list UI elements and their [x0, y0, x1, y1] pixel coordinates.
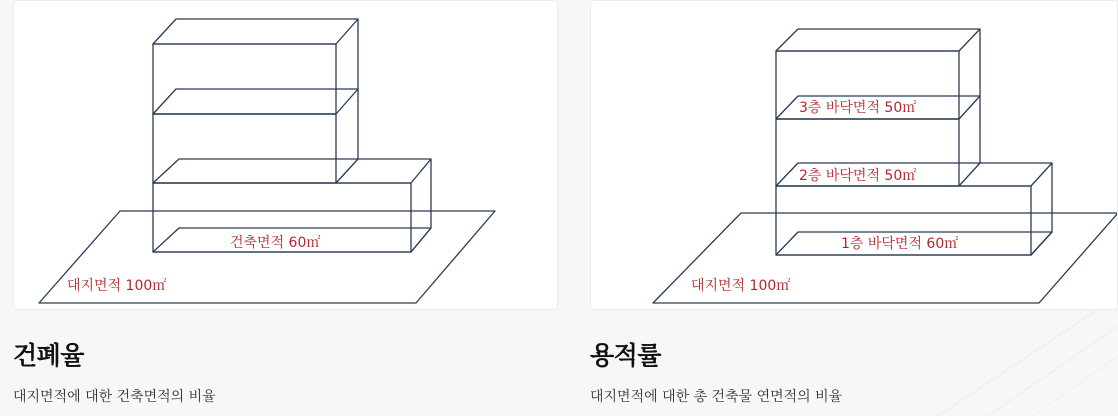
upper-block-front — [153, 44, 336, 114]
middle-block-top — [153, 89, 358, 114]
site-area-label: 대지면적 100㎡ — [691, 278, 791, 294]
building-coverage-svg — [14, 1, 558, 310]
floor-area-ratio-description: 대지면적에 대한 총 건축물 연면적의 비율 — [590, 389, 843, 405]
floor2-label: 2층 바닥면적 50㎡ — [799, 168, 917, 184]
floor-area-ratio-card — [590, 0, 1118, 405]
site-area-label: 대지면적 100㎡ — [67, 278, 167, 294]
upper-block-top — [776, 29, 980, 51]
floor-area-ratio-svg — [591, 1, 1118, 310]
building-coverage-description: 대지면적에 대한 건축면적의 비율 — [13, 389, 216, 405]
building-coverage-title: 건폐율 — [13, 341, 84, 370]
floor-area-ratio-diagram — [590, 0, 1118, 310]
building-coverage-card — [0, 0, 560, 405]
middle-block-front — [153, 114, 336, 183]
floor1-label: 1층 바닥면적 60㎡ — [841, 236, 959, 252]
building-coverage-diagram — [13, 0, 558, 310]
building-area-label: 건축면적 60㎡ — [230, 235, 321, 251]
floor3-label: 3층 바닥면적 50㎡ — [799, 100, 917, 116]
upper-block-top — [153, 19, 358, 44]
floor-area-ratio-title: 용적률 — [590, 341, 661, 370]
lower-block-top — [153, 159, 431, 183]
